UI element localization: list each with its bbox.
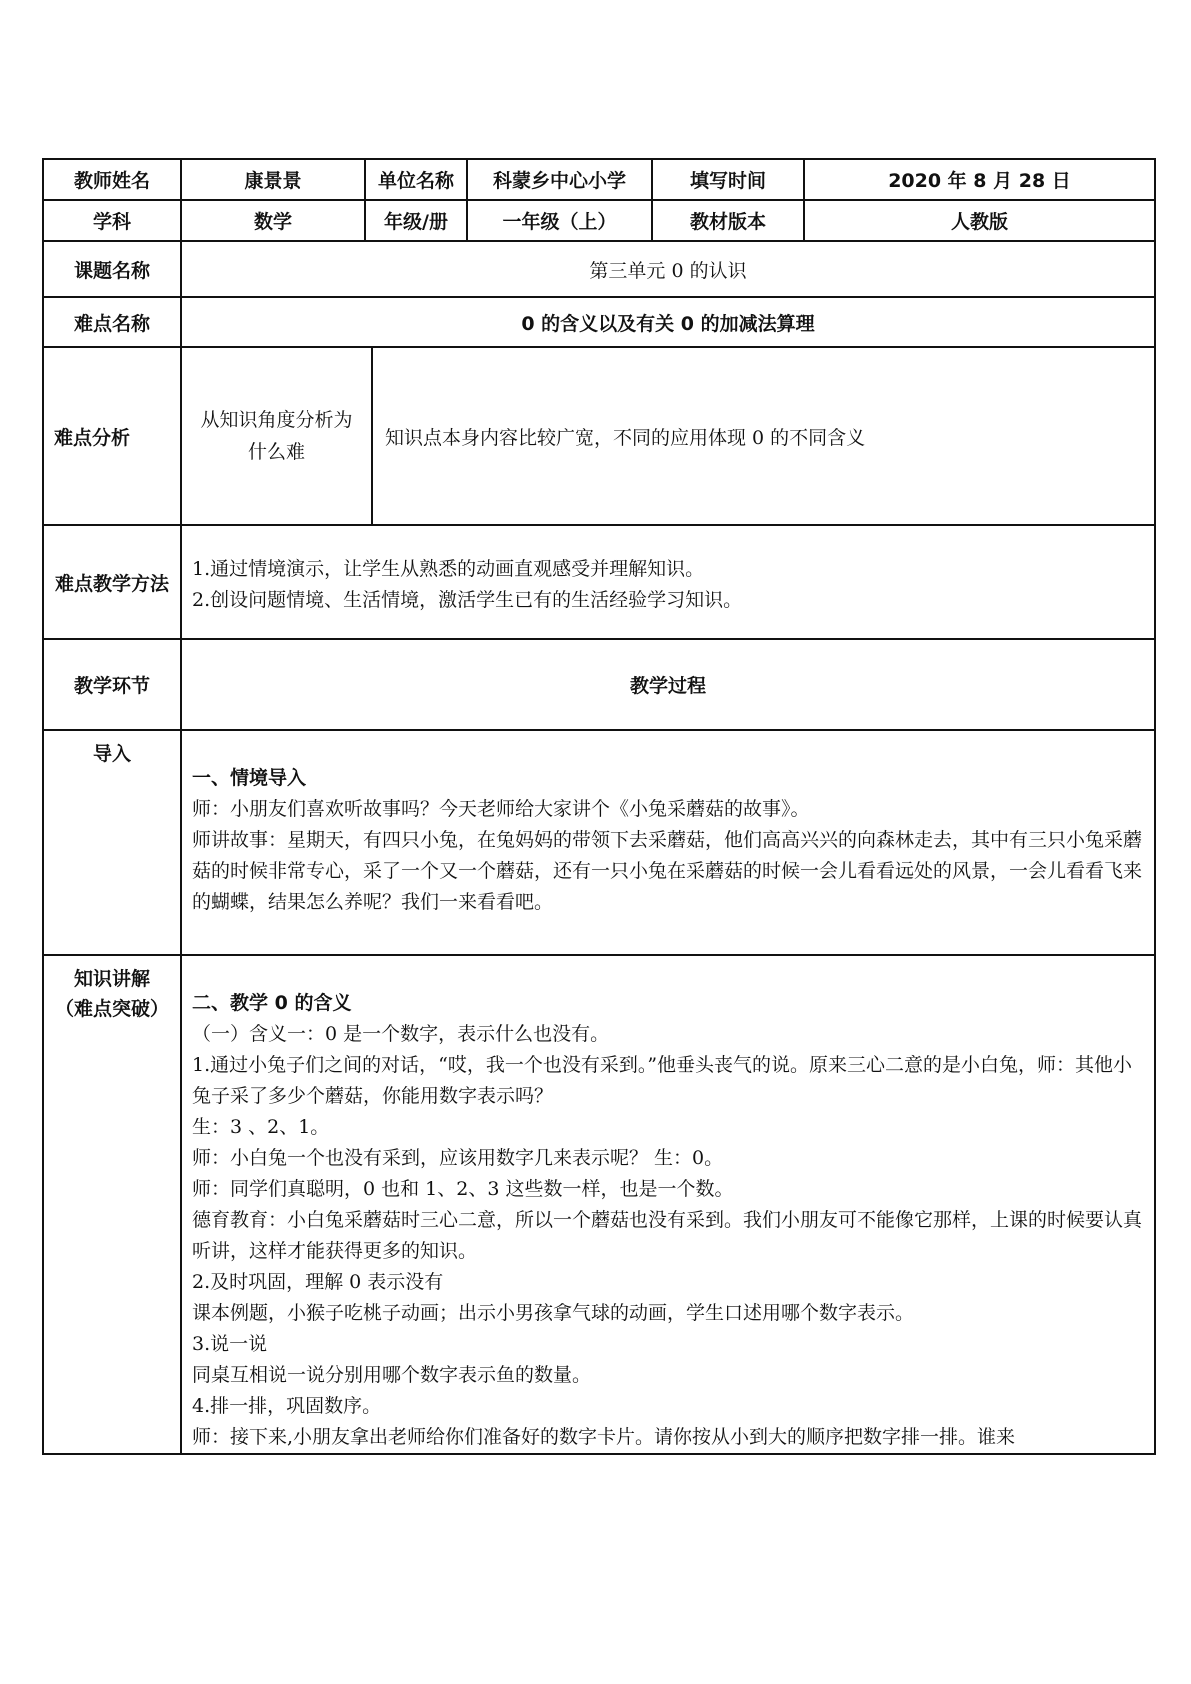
grade-value: 一年级（上） <box>467 200 652 241</box>
analysis-sub-label-text: 从知识角度分析为什么难 <box>200 409 353 463</box>
knowledge-heading: 二、教学 0 的含义 <box>192 992 352 1014</box>
unit-value: 科蒙乡中心小学 <box>467 159 652 200</box>
knowledge-line: 课本例题，小猴子吃桃子动画；出示小男孩拿气球的动画，学生口述用哪个数字表示。 <box>192 1302 915 1324</box>
teacher-value: 康景景 <box>181 159 365 200</box>
process-header-row <box>43 639 1155 730</box>
knowledge-line: （一）含义一：0 是一个数字，表示什么也没有。 <box>192 1023 610 1045</box>
knowledge-line: 2.及时巩固，理解 0 表示没有 <box>192 1271 444 1293</box>
edition-label: 教材版本 <box>652 200 804 241</box>
method-line: 2.创设问题情境、生活情境，激活学生已有的生活经验学习知识。 <box>192 589 743 611</box>
knowledge-line: 师：同学们真聪明，0 也和 1、2、3 这些数一样，也是一个数。 <box>192 1178 734 1200</box>
knowledge-line: 4.排一排，巩固数序。 <box>192 1395 382 1417</box>
difficulty-row <box>43 297 1155 347</box>
difficulty-label: 难点名称 <box>43 297 181 347</box>
unit-label: 单位名称 <box>365 159 467 200</box>
knowledge-line: 同桌互相说一说分别用哪个数字表示鱼的数量。 <box>192 1364 592 1386</box>
knowledge-line: 生：3 、2、1。 <box>192 1116 330 1138</box>
teacher-label: 教师姓名 <box>43 159 181 200</box>
intro-cell <box>181 730 1155 955</box>
analysis-row <box>43 347 1155 525</box>
method-label: 难点教学方法 <box>43 525 181 639</box>
analysis-value: 知识点本身内容比较广宽，不同的应用体现 0 的不同含义 <box>385 426 866 449</box>
method-cell <box>181 525 1155 639</box>
knowledge-cell <box>181 955 1155 1454</box>
intro-heading: 一、情境导入 <box>192 767 307 789</box>
method-line: 1.通过情境演示，让学生从熟悉的动画直观感受并理解知识。 <box>192 558 705 580</box>
knowledge-line: 3.说一说 <box>192 1333 268 1355</box>
analysis-cell <box>181 347 1155 525</box>
analysis-split <box>182 348 1154 524</box>
date-value: 2020 年 8 月 28 日 <box>804 159 1155 200</box>
subject-label: 学科 <box>43 200 181 241</box>
topic-row <box>43 241 1155 297</box>
grade-label: 年级/册 <box>365 200 467 241</box>
knowledge-label-line2: （难点突破） <box>54 998 169 1020</box>
lesson-plan-table <box>42 158 1156 1455</box>
knowledge-row <box>43 955 1155 1454</box>
header-row-2 <box>43 200 1155 241</box>
intro-row <box>43 730 1155 955</box>
intro-line: 师讲故事：星期天，有四只小兔，在兔妈妈的带领下去采蘑菇，他们高高兴兴的向森林走去，其中有三只小兔采蘑菇的时候非常专心，采了一个又一个蘑菇，还有一只小兔在采蘑菇的时候一会儿看看远处的风景，一会儿看看飞来的蝴蝶，结果怎么养呢？我们一来看看吧。 <box>192 829 1143 913</box>
edition-value: 人教版 <box>804 200 1155 241</box>
difficulty-value: 0 的含义以及有关 0 的加减法算理 <box>181 297 1155 347</box>
analysis-sub-label <box>182 348 372 524</box>
knowledge-label-line1: 知识讲解 <box>73 968 150 990</box>
stage-label: 教学环节 <box>43 639 181 730</box>
knowledge-line: 师：小白兔一个也没有采到，应该用数字几来表示呢？ 生：0。 <box>192 1147 724 1169</box>
intro-line: 师：小朋友们喜欢听故事吗？今天老师给大家讲个《小兔采蘑菇的故事》。 <box>192 798 810 820</box>
knowledge-label <box>43 955 181 1454</box>
topic-value: 第三单元 0 的认识 <box>181 241 1155 297</box>
subject-value: 数学 <box>181 200 365 241</box>
knowledge-line: 1.通过小兔子们之间的对话，“哎，我一个也没有采到。”他垂头丧气的说。原来三心二意的是小白兔，师：其他小兔子采了多少个蘑菇，你能用数字表示吗？ <box>192 1054 1133 1107</box>
method-row <box>43 525 1155 639</box>
analysis-label: 难点分析 <box>43 347 181 525</box>
header-row-1 <box>43 159 1155 200</box>
knowledge-line: 德育教育：小白兔采蘑菇时三心二意，所以一个蘑菇也没有采到。我们小朋友可不能像它那样，上课的时候要认真听讲，这样才能获得更多的知识。 <box>192 1209 1143 1262</box>
topic-label: 课题名称 <box>43 241 181 297</box>
date-label: 填写时间 <box>652 159 804 200</box>
intro-label: 导入 <box>43 730 181 955</box>
process-label: 教学过程 <box>181 639 1155 730</box>
knowledge-line: 师：接下来,小朋友拿出老师给你们准备好的数字卡片。请你按从小到大的顺序把数字排一排。谁来 <box>192 1426 1016 1448</box>
